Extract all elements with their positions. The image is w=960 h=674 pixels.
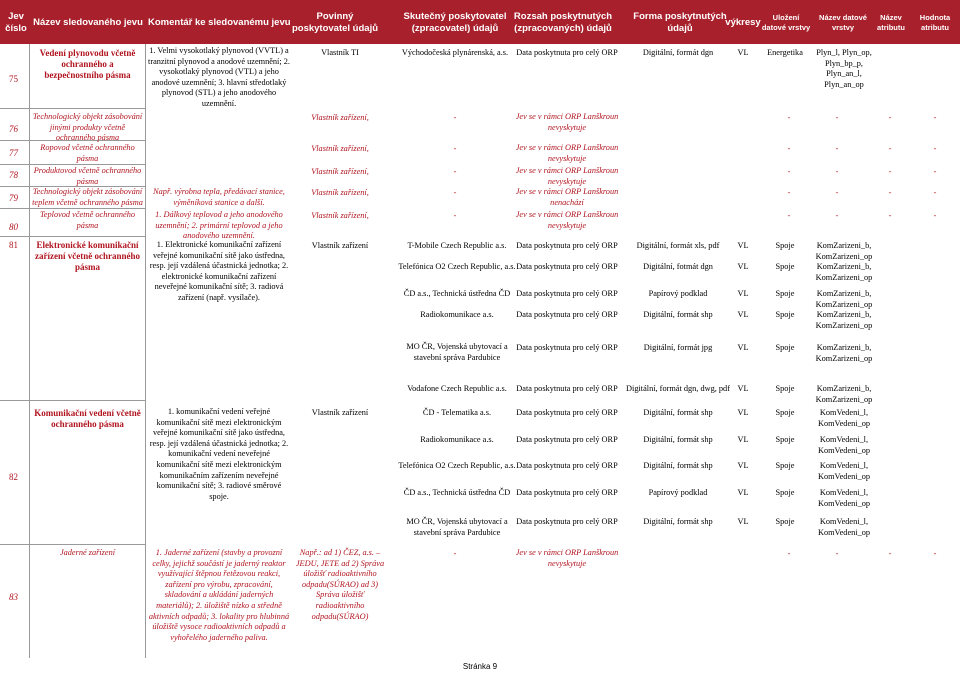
actual-provider: Východočeská plynárenská, a.s. (401, 48, 509, 57)
layer-name: Spoje (775, 488, 795, 497)
data-storage: VL (737, 241, 749, 250)
dash: - (835, 144, 839, 153)
actual-provider: - (453, 211, 457, 220)
data-scope: Jev se v rámci ORP Lanškroun nevyskytuje (515, 112, 619, 132)
dash: - (933, 167, 937, 176)
row-divider (0, 108, 146, 109)
mandatory-provider: Vlastník zařízení, (311, 211, 369, 220)
header-rozsah: Rozsah poskytnutých (zpracovaných) údajů (513, 11, 613, 34)
data-scope: Data poskytnuta pro celý ORP (516, 289, 618, 298)
phenomenon-comment: 1. Elektronické komunikační zařízení veřejné komunikační sítě jako ústředna, resp. její vzdálená účastnická jednotka; 2. elektronické komunikační zařízení neveřejné komunikační sítě; 3. radiová zařízení (např. vysílače). (149, 240, 289, 302)
data-scope: Data poskytnuta pro celý ORP (516, 408, 618, 417)
attribute-name: KomVedeni_l, KomVedeni_op (817, 435, 871, 455)
actual-provider: Telefónica O2 Czech Republic, a.s. (398, 262, 516, 271)
header-jev-cislo: Jev číslo (5, 11, 27, 34)
data-storage: VL (737, 289, 749, 298)
data-scope: Data poskytnuta pro celý ORP (516, 48, 618, 57)
mandatory-provider: Vlastník zařízení, (311, 144, 369, 153)
actual-provider: Radiokomunikace a.s. (420, 310, 494, 319)
layer-name: Spoje (775, 262, 795, 271)
header-nazev-jevu: Název sledovaného jevu (33, 17, 143, 28)
header-forma: Forma poskytnutých údajů (633, 11, 727, 34)
row-number: 77 (9, 148, 18, 158)
data-storage: VL (737, 262, 749, 271)
attribute-name: Plyn_l, Plyn_op, Plyn_bp_p, Plyn_an_l, Plyn_an_op (816, 48, 872, 89)
header-povinny-poskytovatel: Povinný poskytovatel údajů (291, 11, 379, 34)
data-scope: Data poskytnuta pro celý ORP (516, 343, 618, 352)
dash: - (835, 211, 839, 220)
data-form: Papírový podklad (648, 488, 708, 497)
dash: - (933, 188, 937, 197)
data-scope: Data poskytnuta pro celý ORP (516, 310, 618, 319)
data-form: Digitální, formát dgn (642, 48, 714, 57)
layer-name: Energetika (767, 48, 803, 57)
actual-provider: - (453, 549, 457, 558)
data-scope: Data poskytnuta pro celý ORP (516, 241, 618, 250)
actual-provider: ČD a.s., Technická ústředna ČD (403, 488, 511, 497)
phenomenon-comment: Např. výrobna tepla, předávací stanice, výměníková stanice a další. (153, 187, 285, 207)
actual-provider: T-Mobile Czech Republic a.s. (407, 241, 507, 250)
data-storage: VL (737, 408, 749, 417)
layer-name: Spoje (775, 343, 795, 352)
phenomenon-name: Teplovod včetně ochranného pásma (39, 210, 136, 230)
data-storage: VL (737, 517, 749, 526)
attribute-name: KomZarizeni_b, KomZarizeni_op (815, 289, 873, 309)
dash: - (933, 113, 937, 122)
dash: - (835, 113, 839, 122)
data-scope: Data poskytnuta pro celý ORP (516, 435, 618, 444)
dash: - (787, 188, 791, 197)
phenomenon-comment: 1. komunikační vedení veřejné komunikační sítě mezi elektronickým veřejné komunikační sítě jako ústředna, resp. její vzdálená účastnická jednotka; 2. komunikační vedení neveřejné komunikační sítě mezi elektronickým komunikačním zařízením neveřejné komunikační sítě; 3. radiové směrové spoje. (149, 407, 289, 501)
row-number: 80 (9, 222, 18, 232)
data-scope: Data poskytnuta pro celý ORP (516, 461, 618, 470)
row-divider (0, 544, 146, 545)
dash: - (888, 549, 892, 558)
data-scope: Jev se v rámci ORP Lanškroun nevyskytuje (515, 166, 619, 186)
layer-name: Spoje (775, 384, 795, 393)
actual-provider: MO ČR, Vojenská ubytovací a stavební správa Pardubice (406, 342, 508, 362)
row-number: 75 (9, 74, 18, 84)
data-form: Digitální, formát shp (643, 408, 713, 417)
column-divider (145, 44, 146, 658)
data-storage: VL (737, 461, 749, 470)
data-storage: VL (737, 343, 749, 352)
data-scope: Data poskytnuta pro celý ORP (516, 517, 618, 526)
phenomenon-name: Technologický objekt zásobování teplem včetně ochranného pásma (32, 187, 143, 207)
data-scope: Jev se v rámci ORP Lanškroun nevyskytuje (515, 548, 619, 568)
phenomenon-name: Jaderné zařízení (59, 548, 116, 557)
attribute-name: KomZarizeni_b, KomZarizeni_op (815, 241, 873, 261)
attribute-name: KomVedeni_l, KomVedeni_op (817, 488, 871, 508)
header-nazev-atributu: Název atributu (877, 13, 905, 32)
mandatory-provider: Vlastník zařízení, (311, 188, 369, 197)
dash: - (835, 549, 839, 558)
dash: - (888, 167, 892, 176)
data-storage: VL (737, 488, 749, 497)
data-form: Digitální, formát xls, pdf (636, 241, 720, 250)
data-scope: Data poskytnuta pro celý ORP (516, 384, 618, 393)
phenomenon-name: Komunikační vedení včetně ochranného pásma (34, 408, 141, 429)
data-form: Digitální, formát dgn, dwg, pdf (626, 384, 730, 393)
layer-name: Spoje (775, 241, 795, 250)
layer-name: Spoje (775, 517, 795, 526)
dash: - (835, 167, 839, 176)
dash: - (933, 549, 937, 558)
header-hodnota-atributu: Hodnota atributu (919, 13, 951, 32)
row-number: 79 (9, 193, 18, 203)
actual-provider: ČD a.s., Technická ústředna ČD (403, 289, 511, 298)
data-form: Digitální, formát shp (643, 517, 713, 526)
attribute-name: KomVedeni_l, KomVedeni_op (817, 408, 871, 428)
mandatory-provider: Vlastník zařízení (311, 241, 369, 250)
actual-provider: Radiokomunikace a.s. (420, 435, 494, 444)
row-number: 81 (9, 240, 18, 250)
actual-provider: - (453, 113, 457, 122)
mandatory-provider: Např.: ad 1) ČEZ, a.s. – JEDU, JETE ad 2) Správa úložišť radioaktivního odpadu(SÚRAO) ad 3) Správa úložišť radioaktivního odpadu(SÚRAO) (295, 548, 385, 621)
phenomenon-name: Elektronické komunikační zařízení včetně ochranného pásma (35, 240, 140, 272)
row-number: 82 (9, 472, 18, 482)
data-form: Digitální, formát jpg (643, 343, 713, 352)
actual-provider: - (453, 144, 457, 153)
dash: - (888, 188, 892, 197)
phenomenon-comment: 1. Jaderné zařízení (stavby a provozní celky, jejichž součástí je jaderný reaktor využívající štěpnou řetězovou reakci, zařízení pro výrobu, zpracování, skladování a ukládání jaderných materiálů); 2. úložiště nízko a středně aktivních odpadů; 3. lokality pro hlubinná úložiště vysoce radioaktivních odpadů a vyhořelého jaderného paliva. (148, 548, 290, 642)
data-storage: VL (737, 384, 749, 393)
row-divider (0, 400, 146, 401)
phenomenon-name: Ropovod včetně ochranného pásma (40, 143, 135, 163)
layer-name: Spoje (775, 310, 795, 319)
row-number: 78 (9, 170, 18, 180)
row-number: 76 (9, 124, 18, 134)
row-divider (0, 236, 146, 237)
column-divider (29, 44, 30, 658)
dash: - (787, 167, 791, 176)
phenomenon-name: Vedení plynovodu včetně ochranného a bezpečnostního pásma (39, 48, 136, 80)
layer-name: Spoje (775, 408, 795, 417)
mandatory-provider: Vlastník zařízení, (311, 167, 369, 176)
actual-provider: ČD - Telematika a.s. (422, 408, 492, 417)
header-nazev-vrstvy: Název datové vrstvy (819, 13, 867, 32)
dash: - (888, 113, 892, 122)
layer-name: Spoje (775, 435, 795, 444)
attribute-name: KomZarizeni_b, KomZarizeni_op (815, 384, 873, 404)
data-scope: Data poskytnuta pro celý ORP (516, 488, 618, 497)
data-scope: Jev se v rámci ORP Lanškroun nenachází (515, 187, 619, 207)
actual-provider: Telefónica O2 Czech Republic, a.s. (398, 461, 516, 470)
phenomenon-comment: 1. Dálkový teplovod a jeho anodového uzemnění; 2. primární teplovod a jeho anodového uzemnění. (155, 210, 283, 241)
phenomenon-name: Produktovod včetně ochranného pásma (33, 166, 142, 186)
actual-provider: MO ČR, Vojenská ubytovací a stavební správa Pardubice (406, 517, 508, 537)
data-storage: VL (737, 310, 749, 319)
attribute-name: KomZarizeni_b, KomZarizeni_op (815, 262, 873, 282)
row-number: 83 (9, 592, 18, 602)
data-scope: Data poskytnuta pro celý ORP (516, 262, 618, 271)
phenomenon-comment: 1. Velmi vysokotlaký plynovod (VVTL) a tranzitní plynovod a anodové uzemnění; 2. vysokotlaký plynovod (VTL) a jeho anodové uzemnění; 3. hlavní středotlaký plynovod (STL) a jeho anodového uzemnění. (148, 46, 290, 108)
dash: - (787, 113, 791, 122)
layer-name: Spoje (775, 461, 795, 470)
dash: - (933, 144, 937, 153)
header-komentar: Komentář ke sledovanému jevu (148, 17, 291, 28)
header-skutecny-poskytovatel: Skutečný poskytovatel (zpracovatel) údajů (403, 11, 507, 34)
dash: - (933, 211, 937, 220)
mandatory-provider: Vlastník TI (321, 48, 359, 57)
dash: - (787, 549, 791, 558)
dash: - (888, 211, 892, 220)
header-ulozeni: Uložení datové vrstvy (761, 13, 811, 32)
data-storage: VL (737, 48, 749, 57)
page-footer: Stránka 9 (462, 662, 498, 671)
dash: - (787, 211, 791, 220)
mandatory-provider: Vlastník zařízení, (311, 113, 369, 122)
data-scope: Jev se v rámci ORP Lanškroun nevyskytuje (515, 210, 619, 230)
data-storage: VL (737, 435, 749, 444)
dash: - (888, 144, 892, 153)
header-vykresy: výkresy (725, 17, 761, 28)
attribute-name: KomVedeni_l, KomVedeni_op (817, 461, 871, 481)
data-form: Papírový podklad (648, 289, 708, 298)
data-form: Digitální, formát shp (643, 435, 713, 444)
mandatory-provider: Vlastník zařízení (311, 408, 369, 417)
dash: - (787, 144, 791, 153)
layer-name: Spoje (775, 289, 795, 298)
dash: - (835, 188, 839, 197)
data-form: Digitální, formát shp (643, 461, 713, 470)
table-header (0, 0, 960, 44)
actual-provider: Vodafone Czech Republic a.s. (407, 384, 507, 393)
data-form: Digitální, fotmát dgn (643, 262, 713, 271)
attribute-name: KomZarizeni_b, KomZarizeni_op (815, 343, 873, 363)
data-form: Digitální, formát shp (643, 310, 713, 319)
attribute-name: KomVedeni_l, KomVedeni_op (817, 517, 871, 537)
phenomenon-name: Technologický objekt zásobování jinými produkty včetně ochranného pásma (32, 112, 143, 143)
attribute-name: KomZarizeni_b, KomZarizeni_op (815, 310, 873, 330)
actual-provider: - (453, 188, 457, 197)
data-scope: Jev se v rámci ORP Lanškroun nevyskytuje (515, 143, 619, 163)
actual-provider: - (453, 167, 457, 176)
